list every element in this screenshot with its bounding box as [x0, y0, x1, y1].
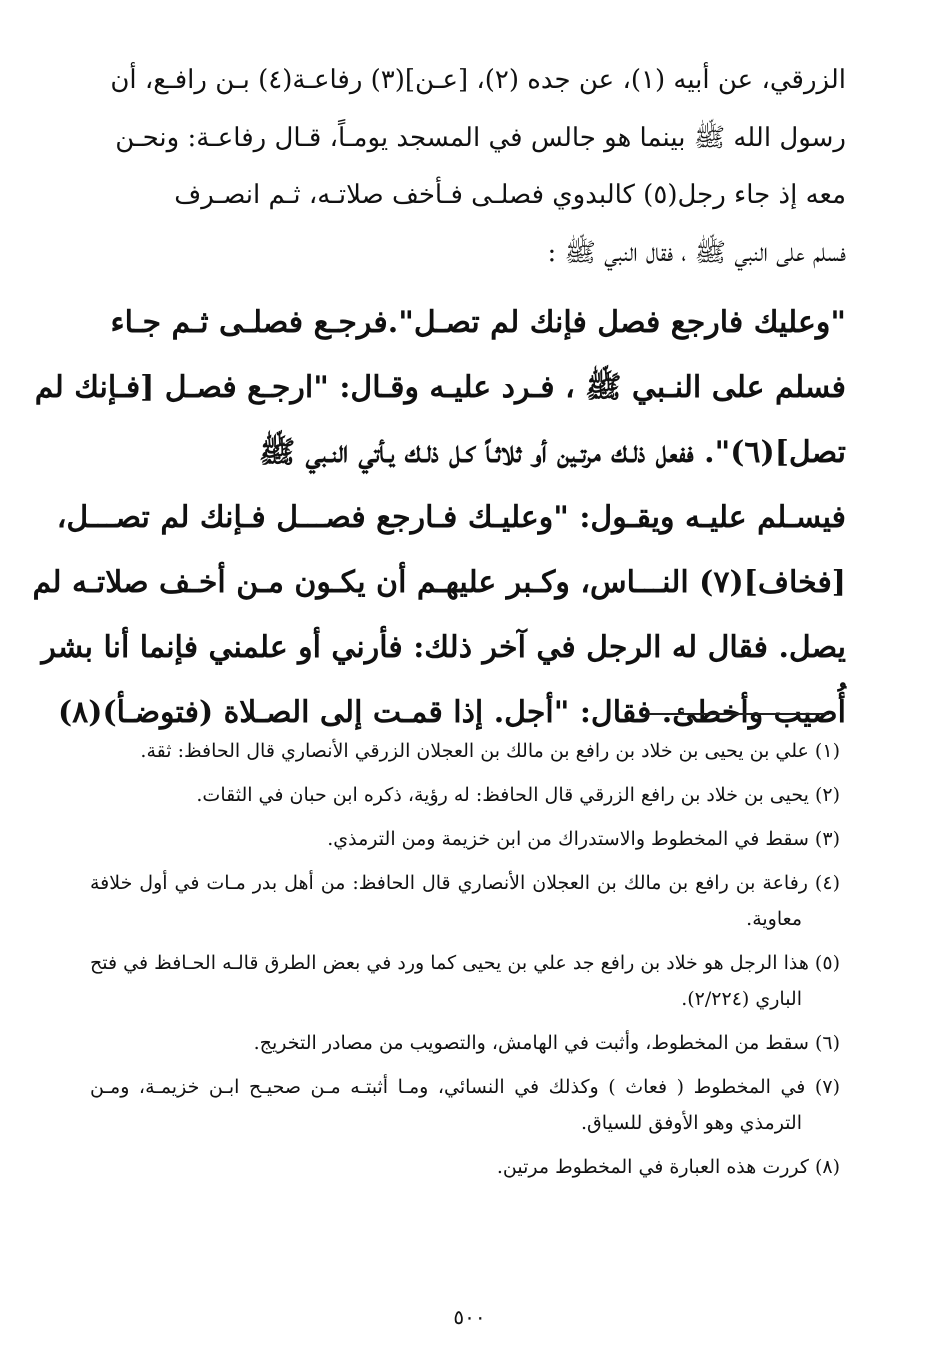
- main-text: [32, 52, 846, 745]
- text-line: معه إذ جاء رجل(٥) كالبدوي فصلـى فـأخف صلاتـه، ثـم انصـرف: [174, 180, 846, 210]
- footnote: (٤) رفاعة بن رافع بن مالك بن العجلان الأنصاري قال الحافظ: من أهل بدر مـات في أول خلافة معاوية.: [90, 872, 840, 930]
- footnote: (٧) في المخطوط ( فعاث ) وكذلك في النسائي، ومـا أثبتـه مـن صحيـح ابـن خزيمـة، ومـن الترمذي وهو الأوفق للسياق.: [90, 1076, 840, 1134]
- page-number: ٥٠٠: [453, 1305, 486, 1329]
- footnote: (٦) سقط من المخطوط، وأثبت في الهامش، والتصويب من مصادر التخريج.: [253, 1032, 840, 1054]
- text-line: رسول الله ﷺ بينما هو جالس في المسجد يومـاً، قـال رفاعـة: ونحـن: [115, 122, 846, 153]
- bold-text-line: [فخاف](٧) النـــاس، وكـبر عليهـم أن يكـون مـن أخـف صلاتـه لم: [32, 565, 846, 600]
- bold-text-line: أُصيب وأخطئ. فقال: "أجل. إذا قمـت إلى الصـلاة (فتوضـأ)(٨): [57, 695, 846, 730]
- footnote: (٨) كررت هذه العبارة في المخطوط مرتين.: [496, 1156, 840, 1178]
- bold-text-line: فسلم على النـبي ﷺ ، فـرد عليـه وقـال: "ارجـع فصـل [فـإنك لم: [34, 370, 846, 405]
- narration-paragraph: [80, 52, 846, 282]
- text-line: فسلم على النبي ﷺ ، فقال النبي ﷺ :: [547, 237, 846, 268]
- footnote: (٥) هذا الرجل هو خلاد بن رافع جد علي بن يحيى كما ورد في بعض الطرق قالـه الحـافظ في فتح الباري (٢/٢٢٤).: [90, 952, 840, 1010]
- footnote: (٢) يحيى بن خلاد بن رافع الزرقي قال الحافظ: له رؤية، ذكره ابن حبان في الثقات.: [196, 784, 840, 806]
- footnote-divider: [645, 713, 829, 715]
- footnotes: [90, 733, 840, 1193]
- bold-text-line: "وعليك فارجع فصل فإنك لم تصـل".فرجـع فصلـى ثـم جـاء: [110, 305, 846, 340]
- footnote: (٣) سقط في المخطوط والاستدراك من ابن خزيمة ومن الترمذي.: [327, 828, 840, 850]
- text-line: الزرقي، عن أبيه (١)، عن جده (٢)، [عـن](٣) رفاعـة(٤) بـن رافـع، أن: [110, 65, 846, 95]
- bold-text-line: فيسـلم عليـه ويقـول: "وعليـك فـارجع فصـــل فـإنك لم تصـــل،: [56, 500, 846, 535]
- bold-text-line: يصل. فقال له الرجل في آخر ذلك: فأرني أو علمني فإنما أنا بشر: [41, 630, 846, 665]
- hadith-paragraph: [32, 290, 846, 745]
- bold-text-line: تصل](٦)". ففعل ذلـك مرتـين أو ثلاثـاً كـل ذلـك يـأتي النـبي ﷺ: [258, 435, 846, 470]
- footnote: (١) علي بن يحيى بن خلاد بن رافع بن مالك بن العجلان الزرقي الأنصاري قال الحافظ: ثقة.: [140, 740, 840, 762]
